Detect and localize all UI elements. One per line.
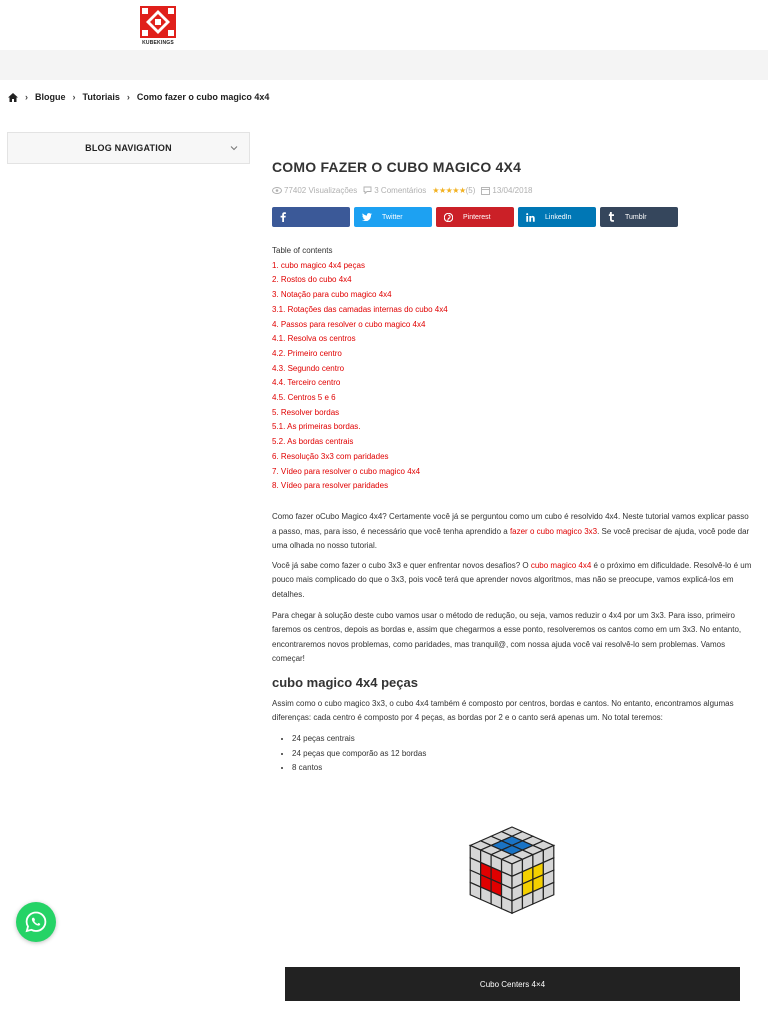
chevron-right-icon: ›: [72, 92, 76, 102]
paragraph-text: é o próximo em dificuldade. Resolvê-lo é um pouco mais complicado do que o 3x3, pois você terá que aprender novos algoritmos, mas não se preocupe, vamos explicá-los em detalhes.: [272, 560, 752, 599]
toc-link[interactable]: 8. Vídeo para resolver paridades: [272, 481, 389, 491]
twitter-icon: [362, 213, 372, 221]
cube-4x4-illustration: [418, 785, 606, 965]
intro-text: Cubo Magico 4x4: [320, 511, 383, 521]
share-twitter-button[interactable]: [354, 207, 432, 227]
views-meta: [272, 186, 357, 195]
toc-link[interactable]: 4.3. Segundo centro: [272, 363, 345, 373]
toc-link[interactable]: 5.2. As bordas centrais: [272, 437, 354, 447]
toc-link[interactable]: 1. cubo magico 4x4 peças: [272, 260, 365, 270]
breadcrumb-blogue[interactable]: Blogue: [35, 92, 66, 102]
paragraph-4: Assim como o cubo magico 3x3, o cubo 4x4 também é composto por centros, bordas e cantos. No entanto, encontramos algumas diferenças: cada centro é composto por 4 peças, as bordas por 2 e o canto será apenas um. No total teremos:: [272, 698, 734, 723]
blog-navigation-label: BLOG NAVIGATION: [85, 143, 172, 153]
breadcrumb: [8, 90, 269, 104]
whatsapp-button[interactable]: [16, 902, 56, 942]
toc-link[interactable]: 4.5. Centros 5 e 6: [272, 393, 336, 403]
logo-text: KUBEKINGS: [142, 40, 174, 46]
chevron-right-icon: ›: [126, 92, 130, 102]
list-item: • 24 peças centrais: [292, 732, 752, 747]
chevron-right-icon: ›: [25, 92, 28, 102]
share-facebook-button[interactable]: [272, 207, 350, 227]
toc-link[interactable]: 4.1. Resolva os centros: [272, 334, 356, 344]
linkedin-label: LinkedIn: [545, 213, 572, 221]
eye-icon: [272, 187, 282, 194]
toc-link[interactable]: 4.4. Terceiro centro: [272, 378, 341, 388]
share-buttons: [272, 207, 752, 227]
chevron-down-icon: [229, 143, 239, 153]
share-linkedin-button[interactable]: [518, 207, 596, 227]
paragraph-2: [272, 559, 752, 603]
intro-text: ? Certamente você já se perguntou como um cubo é resolvido 4x4. Neste tutorial vamos explicar passo a passo, mas, para isso, é necessário que você tenha aprendido a: [272, 511, 749, 536]
toc-link[interactable]: 5.1. As primeiras bordas.: [272, 422, 361, 432]
breadcrumb-tutoriais[interactable]: Tutoriais: [82, 92, 120, 102]
list-item: • 8 cantos: [292, 761, 752, 776]
pieces-list: [272, 732, 752, 776]
pinterest-label: Pinterest: [463, 213, 491, 221]
views-count: 77402 Visualizações: [284, 185, 358, 195]
blog-navigation-toggle[interactable]: [7, 132, 250, 164]
toc-link[interactable]: 5. Resolver bordas: [272, 407, 340, 417]
calendar-icon: [481, 186, 490, 195]
share-pinterest-button[interactable]: [436, 207, 514, 227]
facebook-icon: [280, 212, 286, 222]
section-heading: cubo magico 4x4 peças: [272, 674, 418, 690]
toc-link[interactable]: 4.2. Primeiro centro: [272, 348, 342, 358]
paragraph-text: Você já sabe como fazer o cubo 3x3 e quer enfrentar novos desafios? O: [272, 560, 531, 570]
rating-meta: [432, 186, 475, 195]
pinterest-icon: [444, 213, 453, 222]
twitter-label: Twitter: [382, 213, 403, 221]
date-meta: [481, 186, 532, 195]
rating-count: (5): [465, 185, 476, 195]
image-caption: Cubo Centers 4×4: [285, 967, 740, 1001]
article: [272, 152, 752, 776]
header-bar: [0, 50, 768, 80]
kubekings-logo-icon: [138, 4, 178, 40]
article-meta: [272, 183, 752, 197]
tumblr-icon: [608, 212, 615, 222]
tumblr-label: Tumblr: [625, 213, 647, 221]
list-item: • 24 peças que comporão as 12 bordas: [292, 747, 752, 762]
home-icon[interactable]: [8, 93, 18, 102]
toc-link[interactable]: 6. Resolução 3x3 com paridades: [272, 451, 389, 461]
rating-stars-icon: ★★★★★: [432, 185, 466, 195]
toc-link[interactable]: 7. Vídeo para resolver o cubo magico 4x4: [272, 466, 421, 476]
site-header: [0, 0, 768, 50]
comments-meta[interactable]: [363, 186, 426, 195]
toc-link[interactable]: 2. Rostos do cubo 4x4: [272, 275, 352, 285]
comment-icon: [363, 186, 372, 194]
intro-text: Como fazer o: [272, 511, 321, 521]
paragraph-3: Para chegar à solução deste cubo vamos usar o método de redução, ou seja, vamos reduzir o 4x4 por um 3x3. Para isso, primeiro faremos os centros, depois as bordas e, assim que chegarmos a esse ponto, resolveremos os cantos como em um 3x3. No entanto, encontraremos novos problemas, como paridades, mas tranquil@, com nossa ajuda você vai resolvê-lo sem problemas. Vamos começar!: [272, 610, 742, 664]
intro-paragraph: [272, 510, 752, 554]
cubo-4x4-link[interactable]: cubo magico 4x4: [530, 560, 592, 570]
share-tumblr-button[interactable]: [600, 207, 678, 227]
page-title: COMO FAZER O CUBO MAGICO 4X4: [272, 159, 522, 175]
intro-text: . Se você precisar de ajuda, você pode dar uma olhada no nosso tutorial.: [272, 526, 750, 551]
toc-link[interactable]: 4. Passos para resolver o cubo magico 4x4: [272, 319, 426, 329]
cube-graphic: [470, 827, 554, 913]
comments-count: 3 Comentários: [374, 185, 427, 195]
article-date: 13/04/2018: [492, 185, 533, 195]
toc-title: Table of contents: [272, 246, 333, 255]
cubo-3x3-link[interactable]: fazer o cubo magico 3x3: [509, 526, 598, 536]
table-of-contents: [272, 244, 752, 494]
toc-link[interactable]: 3. Notação para cubo magico 4x4: [272, 290, 392, 300]
cube-image: [418, 785, 606, 965]
breadcrumb-current: Como fazer o cubo magico 4x4: [136, 92, 270, 102]
linkedin-icon: [526, 213, 535, 222]
kubekings-logo[interactable]: [138, 4, 178, 48]
whatsapp-icon: [24, 910, 48, 934]
toc-link[interactable]: 3.1. Rotações das camadas internas do cubo 4x4: [272, 304, 448, 314]
